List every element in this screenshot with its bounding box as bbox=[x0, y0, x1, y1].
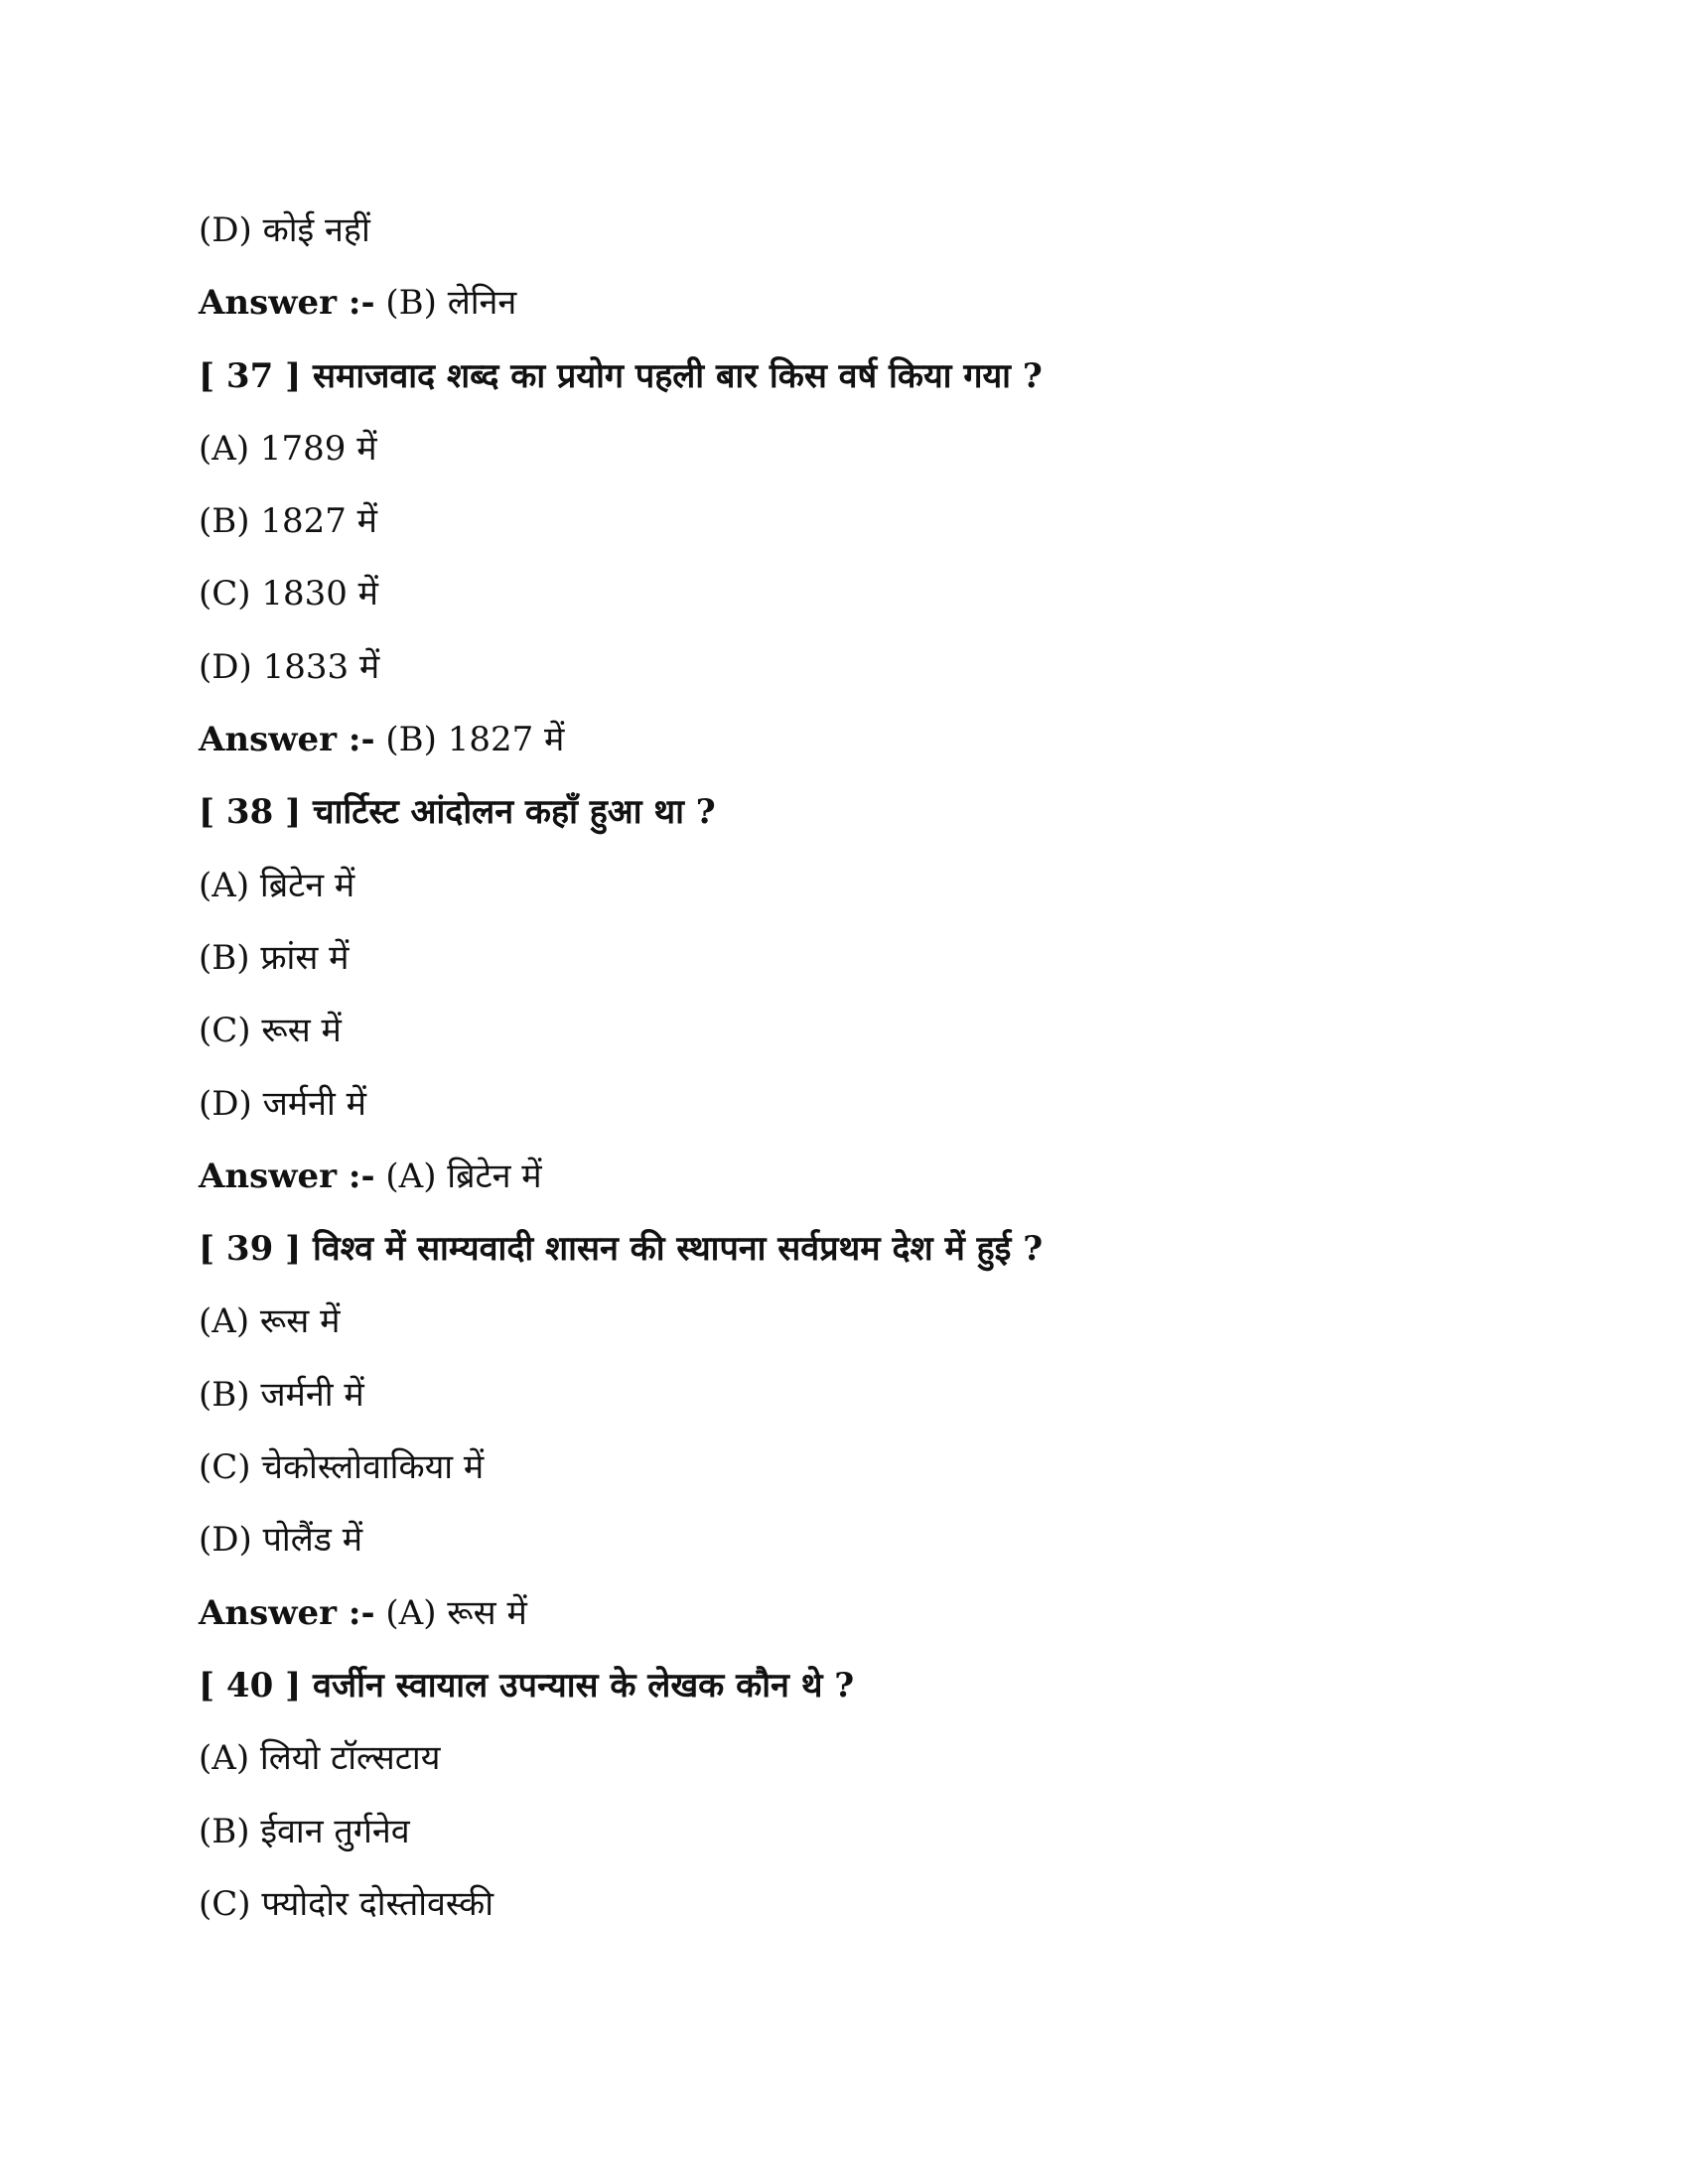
option-text: (D) 1833 में bbox=[199, 646, 380, 687]
answer-line bbox=[199, 1577, 1569, 1650]
option-text: (D) कोई नहीं bbox=[199, 210, 370, 250]
answer-line bbox=[199, 267, 1569, 340]
option-text: (C) 1830 में bbox=[199, 574, 379, 614]
question-text: [ 39 ] विश्व में साम्यवादी शासन की स्थापना सर्वप्रथम देश में हुई ? bbox=[199, 1229, 1044, 1270]
answer-label: Answer :- bbox=[199, 1592, 375, 1633]
answer-value: (B) लेनिन bbox=[374, 283, 517, 324]
option-text: (D) पोलैंड में bbox=[199, 1520, 363, 1561]
answer-value: (A) ब्रिटेन में bbox=[374, 1156, 542, 1196]
option-text: (C) चेकोस्लोवाकिया में bbox=[199, 1447, 485, 1488]
answer-value: (B) 1827 में bbox=[374, 720, 565, 760]
option-text: (A) 1789 में bbox=[199, 428, 377, 469]
option-text: (A) ब्रिटेन में bbox=[199, 865, 355, 905]
answer-line bbox=[199, 704, 1569, 776]
option-text: (A) लियो टॉल्सटाय bbox=[199, 1738, 441, 1779]
question-list bbox=[199, 195, 1569, 1941]
answer-line bbox=[199, 1141, 1569, 1213]
question-text: [ 40 ] वर्जीन स्वायाल उपन्यास के लेखक कौन थे ? bbox=[199, 1665, 855, 1706]
option-text: (B) 1827 में bbox=[199, 501, 377, 542]
answer-label: Answer :- bbox=[199, 283, 375, 324]
option-text: (C) फ्योदोर दोस्तोवस्की bbox=[199, 1883, 494, 1924]
option-text: (B) जर्मनी में bbox=[199, 1374, 364, 1415]
option-text: (B) फ्रांस में bbox=[199, 937, 350, 978]
option-text: (A) रूस में bbox=[199, 1301, 341, 1342]
question-text: [ 37 ] समाजवाद शब्द का प्रयोग पहली बार किस वर्ष किया गया ? bbox=[199, 355, 1043, 396]
option-text: (C) रूस में bbox=[199, 1011, 342, 1051]
option-text: (D) जर्मनी में bbox=[199, 1083, 366, 1124]
answer-label: Answer :- bbox=[199, 720, 375, 760]
answer-label: Answer :- bbox=[199, 1156, 375, 1196]
answer-value: (A) रूस में bbox=[374, 1592, 527, 1633]
option-text: (B) ईवान तुर्गनेव bbox=[199, 1811, 410, 1851]
question-text: [ 38 ] चार्टिस्ट आंदोलन कहाँ हुआ था ? bbox=[199, 792, 716, 833]
